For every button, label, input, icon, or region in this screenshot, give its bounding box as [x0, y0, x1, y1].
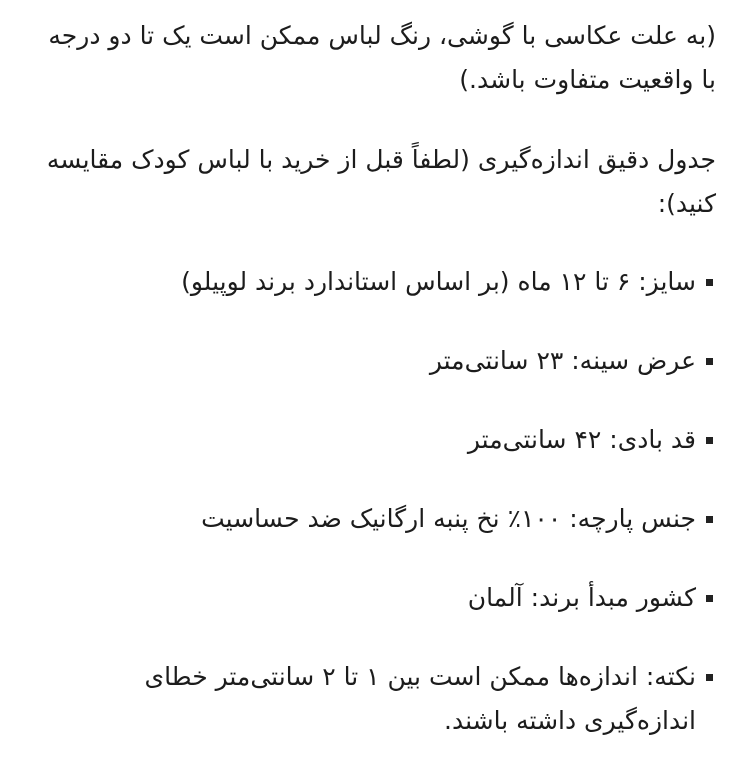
bullet-icon [702, 576, 716, 620]
spec-item-size [26, 260, 716, 304]
spec-item-origin [26, 576, 716, 620]
spec-item-bodysuit-length [26, 418, 716, 462]
spec-text: نکته: اندازه‌ها ممکن است بین ۱ تا ۲ سانتی‌متر خطای اندازه‌گیری داشته باشند. [144, 662, 696, 735]
size-table-intro: جدول دقیق اندازه‌گیری (لطفاً قبل از خرید با لباس کودک مقایسه کنید): [46, 145, 716, 218]
spec-text: قد بادی: ۴۲ سانتی‌متر [467, 425, 696, 454]
spec-text: جنس پارچه: ۱۰۰٪ نخ پنبه ارگانیک ضد حساسیت [201, 504, 696, 533]
spec-item-fabric [26, 497, 716, 541]
photo-color-note: (به علت عکاسی با گوشی، رنگ لباس ممکن است یک تا دو درجه با واقعیت متفاوت باشد.) [48, 21, 716, 94]
bullet-icon [702, 418, 716, 462]
spec-item-chest-width [26, 339, 716, 383]
bullet-icon [702, 339, 716, 383]
bullet-icon [702, 260, 716, 304]
size-spec-list [26, 260, 716, 743]
product-description [26, 14, 716, 778]
bullet-icon [702, 655, 716, 699]
spec-text: کشور مبدأ برند: آلمان [467, 583, 696, 612]
spec-item-note [26, 655, 716, 743]
spec-text: عرض سینه: ۲۳ سانتی‌متر [429, 346, 696, 375]
spec-text: سایز: ۶ تا ۱۲ ماه (بر اساس استاندارد برند لوپیلو) [181, 267, 696, 296]
bullet-icon [702, 497, 716, 541]
